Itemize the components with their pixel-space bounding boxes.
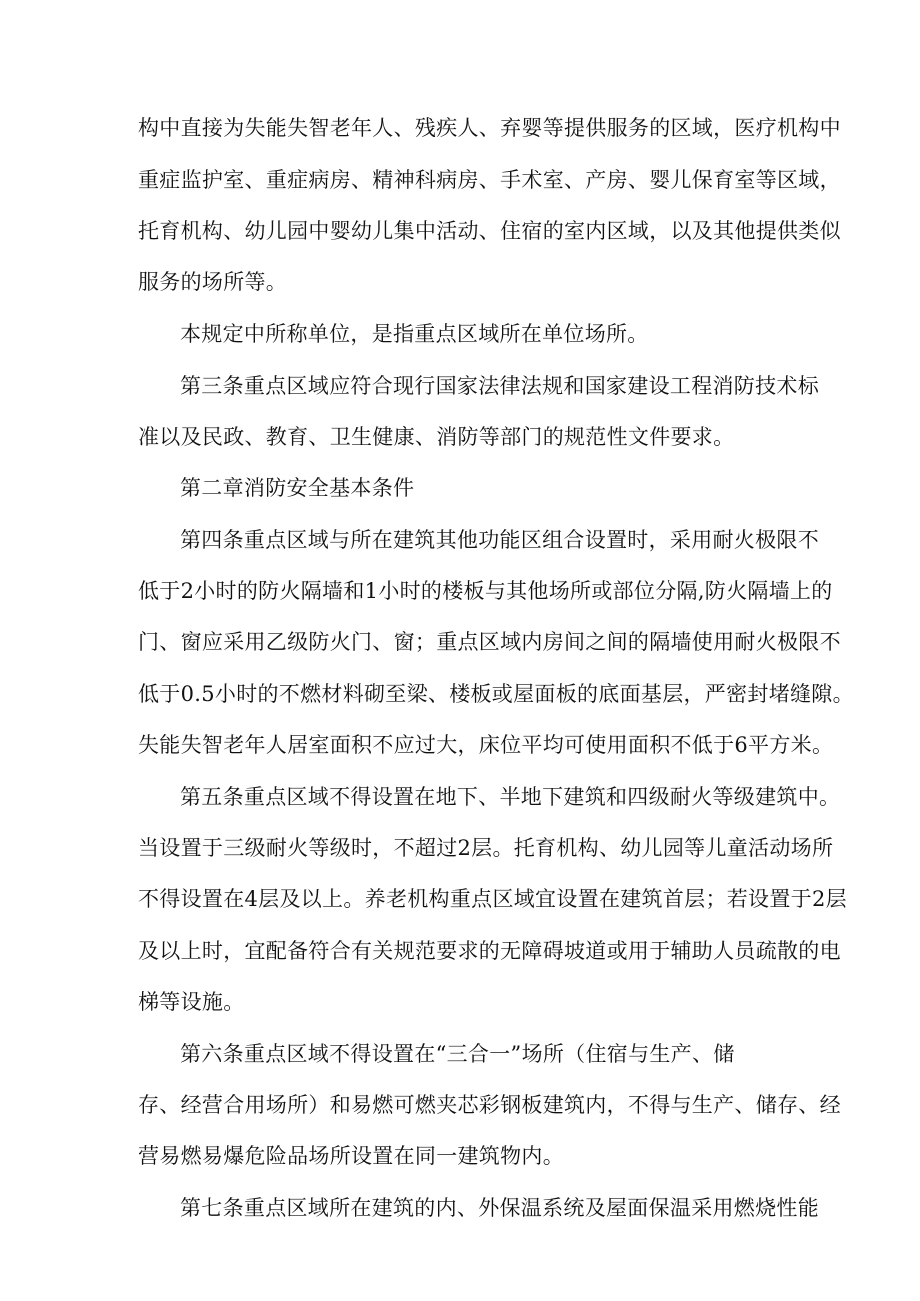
text-line: 失能失智老年人居室面积不应过大，床位平均可使用面积不低于6平方米。: [138, 733, 834, 757]
text-line: 不得设置在4层及以上。养老机构重点区域宜设置在建筑首层；若设置于2层: [138, 887, 847, 911]
text-line: 本规定中所称单位，是指重点区域所在单位场所。: [180, 322, 649, 346]
text-line: 营易燃易爆危险品场所设置在同一建筑物内。: [138, 1144, 564, 1168]
text-line: 第四条重点区域与所在建筑其他功能区组合设置时，采用耐火极限不: [180, 528, 819, 552]
text-line: 服务的场所等。: [138, 270, 288, 294]
text-line: 当设置于三级耐火等级时，不超过2层。托育机构、幼儿园等儿童活动场所: [138, 836, 834, 860]
text-line: 门、窗应采用乙级防火门、窗；重点区域内房间之间的隔墙使用耐火极限不: [138, 630, 841, 654]
text-line: 准以及民政、教育、卫生健康、消防等部门的规范性文件要求。: [138, 425, 735, 449]
text-line: 托育机构、幼儿园中婴幼儿集中活动、住宿的室内区域，以及其他提供类似: [138, 219, 841, 243]
text-line: 存、经营合用场所）和易燃可燃夹芯彩钢板建筑内，不得与生产、储存、经: [138, 1093, 841, 1117]
text-line: 及以上时，宜配备符合有关规范要求的无障碍坡道或用于辅助人员疏散的电: [138, 939, 841, 963]
text-line: 构中直接为失能失智老年人、残疾人、弃婴等提供服务的区域，医疗机构中: [138, 116, 841, 140]
text-line: 低于2小时的防火隔墙和1小时的楼板与其他场所或部位分隔,防火隔墙上的: [138, 579, 833, 603]
text-line: 重症监护室、重症病房、精神科病房、手术室、产房、婴儿保育室等区域，: [138, 168, 841, 192]
text-line: 梯等设施。: [138, 990, 245, 1014]
text-line: 第七条重点区域所在建筑的内、外保温系统及屋面保温采用燃烧性能: [180, 1196, 819, 1220]
text-line: 第六条重点区域不得设置在“三合一”场所（住宿与生产、储: [180, 1042, 735, 1066]
text-line: 第五条重点区域不得设置在地下、半地下建筑和四级耐火等级建筑中。: [180, 785, 841, 809]
text-line: 第三条重点区域应符合现行国家法律法规和国家建设工程消防技术标: [180, 374, 819, 398]
chapter-heading: 第二章消防安全基本条件: [180, 476, 415, 500]
text-line: 低于0.5小时的不燃材料砌至梁、楼板或屋面板的底面基层，严密封堵缝隙。: [138, 682, 854, 706]
